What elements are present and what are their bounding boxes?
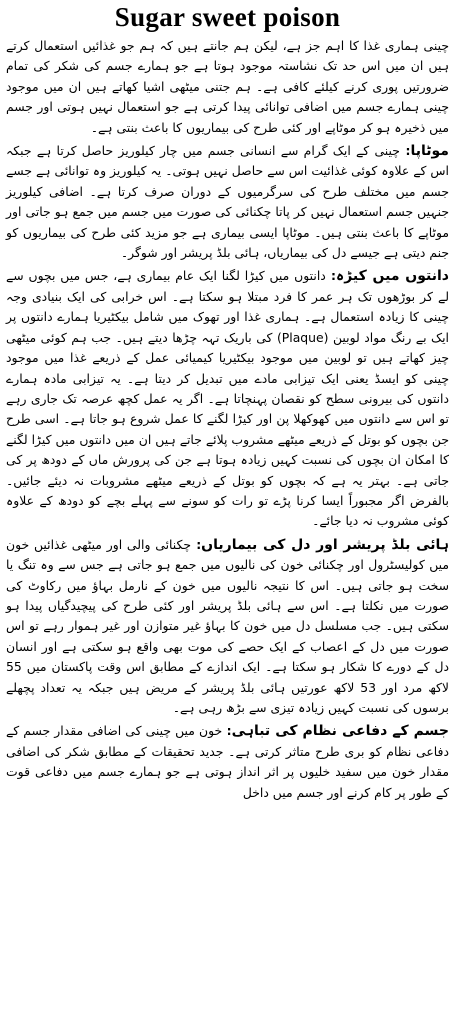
intro-text: چینی ہماری غذا کا اہم جز ہے، لیکن ہم جانتے ہیں کہ ہم جو غذائیں استعمال کرتے ہیں ان میں اس حد تک نشاستہ موجود ہوتا ہے جو ہمارے جسم کی شکر کی تمام ضرورتیں پوری کرنے کیلئے کافی ہے۔ ہم جتنی میٹھی اشیا کھاتے ہیں ان میں موجود چینی ہمارے جسم میں اضافی توانائی پیدا کرتی ہے جو استعمال نہیں ہوتی اور جسم میں ذخیرہ ہو کر موٹاپے اور کئی طرح کی بیماریوں کا باعث بنتی ہے۔ [6, 38, 449, 135]
section-heading-blood-pressure: ہائی بلڈ پریشر اور دل کی بیماریاں [201, 536, 449, 553]
section-immune-system [6, 721, 449, 803]
section-text-obesity: چینی کے ایک گرام سے انسانی جسم میں چار کیلوریز حاصل کرتا ہے جبکہ اس کے علاوہ کوئی غذائیت اس سے حاصل نہیں ہوتی۔ یہ کیلوریز وہ توانائی ہے جسے جسم میں مختلف طرح کی سرگرمیوں کے دوران صرف کرتا ہے۔ اضافی کیلوریز جنہیں جسم استعمال نہیں کر پاتا چکنائی کی صورت میں جسم میں جمع ہو جاتی اور موٹاپے کا باعث بنتی ہیں۔ موٹاپا ایسی بیماری ہے جو مزید کئی طرح کی بیماریوں کو جنم دیتی ہے جیسے دل کی بیماریاں، ہائی بلڈ پریشر اور شوگر۔ [6, 143, 449, 261]
section-text-tooth-decay: دانتوں میں کیڑا لگنا ایک عام بیماری ہے، جس میں بچوں سے لے کر بوڑھوں تک ہر عمر کا فرد مبتلا ہو سکتا ہے۔ اس خرابی کی ایک بنیادی وجہ چینی کا زیادہ استعمال ہے۔ ہماری غذا اور تھوک میں شامل بیکٹیریا ہمارے دانتوں پر ایک بے رنگ مواد لوبین (Plaque) کی باریک تہہ چڑھا دیتے ہیں۔ جب ہم کوئی میٹھی چیز کھاتے ہیں تو لوبین میں موجود بیکٹیریا کیمیائی عمل کے ذریعے غذا میں موجود چینی کو ایسڈ یعنی ایک تیزابی مادے میں تبدیل کر دیتا ہے۔ یہ تیزابی مادہ ہمارے دانتوں کی بیرونی سطح کو نقصان پہنچاتا ہے۔ اگر یہ عمل کچھ عرصہ تک جاری رہے تو اس سے دانتوں میں کھوکھلا پن اور کیڑا لگنے کا عمل شروع ہو جاتا ہے۔ اسی طرح جن بچوں کو بوتل کے ذریعے میٹھے مشروب پلائے جاتے ہیں ان میں دانتوں میں کیڑا لگنے کا امکان ان بچوں کی نسبت کہیں زیادہ ہوتا ہے جن کی پرورش ماں کے دودھ پر کی جاتی ہے۔ بہتر یہ ہے کہ بچوں کو بوتل کے ذریعے میٹھے مشروبات نہ دیئے جائیں۔ بالفرض اگر مجبوراً ایسا کرنا پڑے تو رات کو سونے سے پہلے بچے کو دودھ کے علاوہ کوئی مشروب نہ دیا جائے۔ [6, 268, 449, 529]
heading-separator: : [399, 143, 411, 159]
section-blood-pressure [6, 535, 449, 719]
section-heading-tooth-decay: دانتوں میں کیڑہ [336, 268, 449, 285]
section-text-blood-pressure: چکنائی والی اور میٹھی غذائیں خون میں کولیسٹرول اور چکنائی خون کی نالیوں میں جمع ہو جاتی ہے جس سے وہ تنگ یا سخت ہو جاتی ہیں۔ اس کا نتیجہ نالیوں میں خون کے نارمل بہاؤ میں رکاوٹ کی صورت میں نکلتا ہے۔ اس سے ہائی بلڈ پریشر اور کئی طرح کی پیچیدگیاں پیدا ہو سکتی ہیں۔ جب مسلسل دل میں خون کا بہاؤ غیر متوازن اور غیر ہموار رہے تو اس صورت میں دل کے اعصاب کے ایک حصے کی موت بھی واقع ہو سکتی ہے اور انسان دل کے دورے کا شکار ہو سکتا ہے۔ ایک اندازے کے مطابق اس وقت پاکستان میں 55 لاکھ مرد اور 53 لاکھ عورتیں ہائی بلڈ پریشر کے مریض ہیں جبکہ یہ تعداد پچھلے برسوں کی نسبت کہیں زیادہ تیزی سے بڑھ رہی ہے۔ [6, 536, 449, 715]
heading-separator: : [325, 268, 336, 284]
document-title: Sugar sweet poison [114, 2, 341, 32]
heading-separator: : [222, 723, 232, 739]
section-text-immune-system: خون میں چینی کی اضافی مقدار جسم کے دفاعی نظام کو بری طرح متاثر کرتی ہے۔ جدید تحقیقات کے مطابق شکر کی اضافی مقدار خون میں سفید خلیوں پر اثر انداز ہوتی ہے جو ہمارے جسم میں دفاعی قوت کے طور پر کام کرنے اور جسم میں داخل [6, 723, 449, 800]
section-heading-obesity: موٹاپا [410, 143, 449, 160]
section-obesity [6, 141, 449, 263]
heading-separator: : [191, 536, 202, 552]
section-tooth-decay [6, 266, 449, 531]
intro-paragraph [6, 36, 449, 138]
section-heading-immune-system: جسم کے دفاعی نظام کی تباہی [231, 723, 449, 740]
